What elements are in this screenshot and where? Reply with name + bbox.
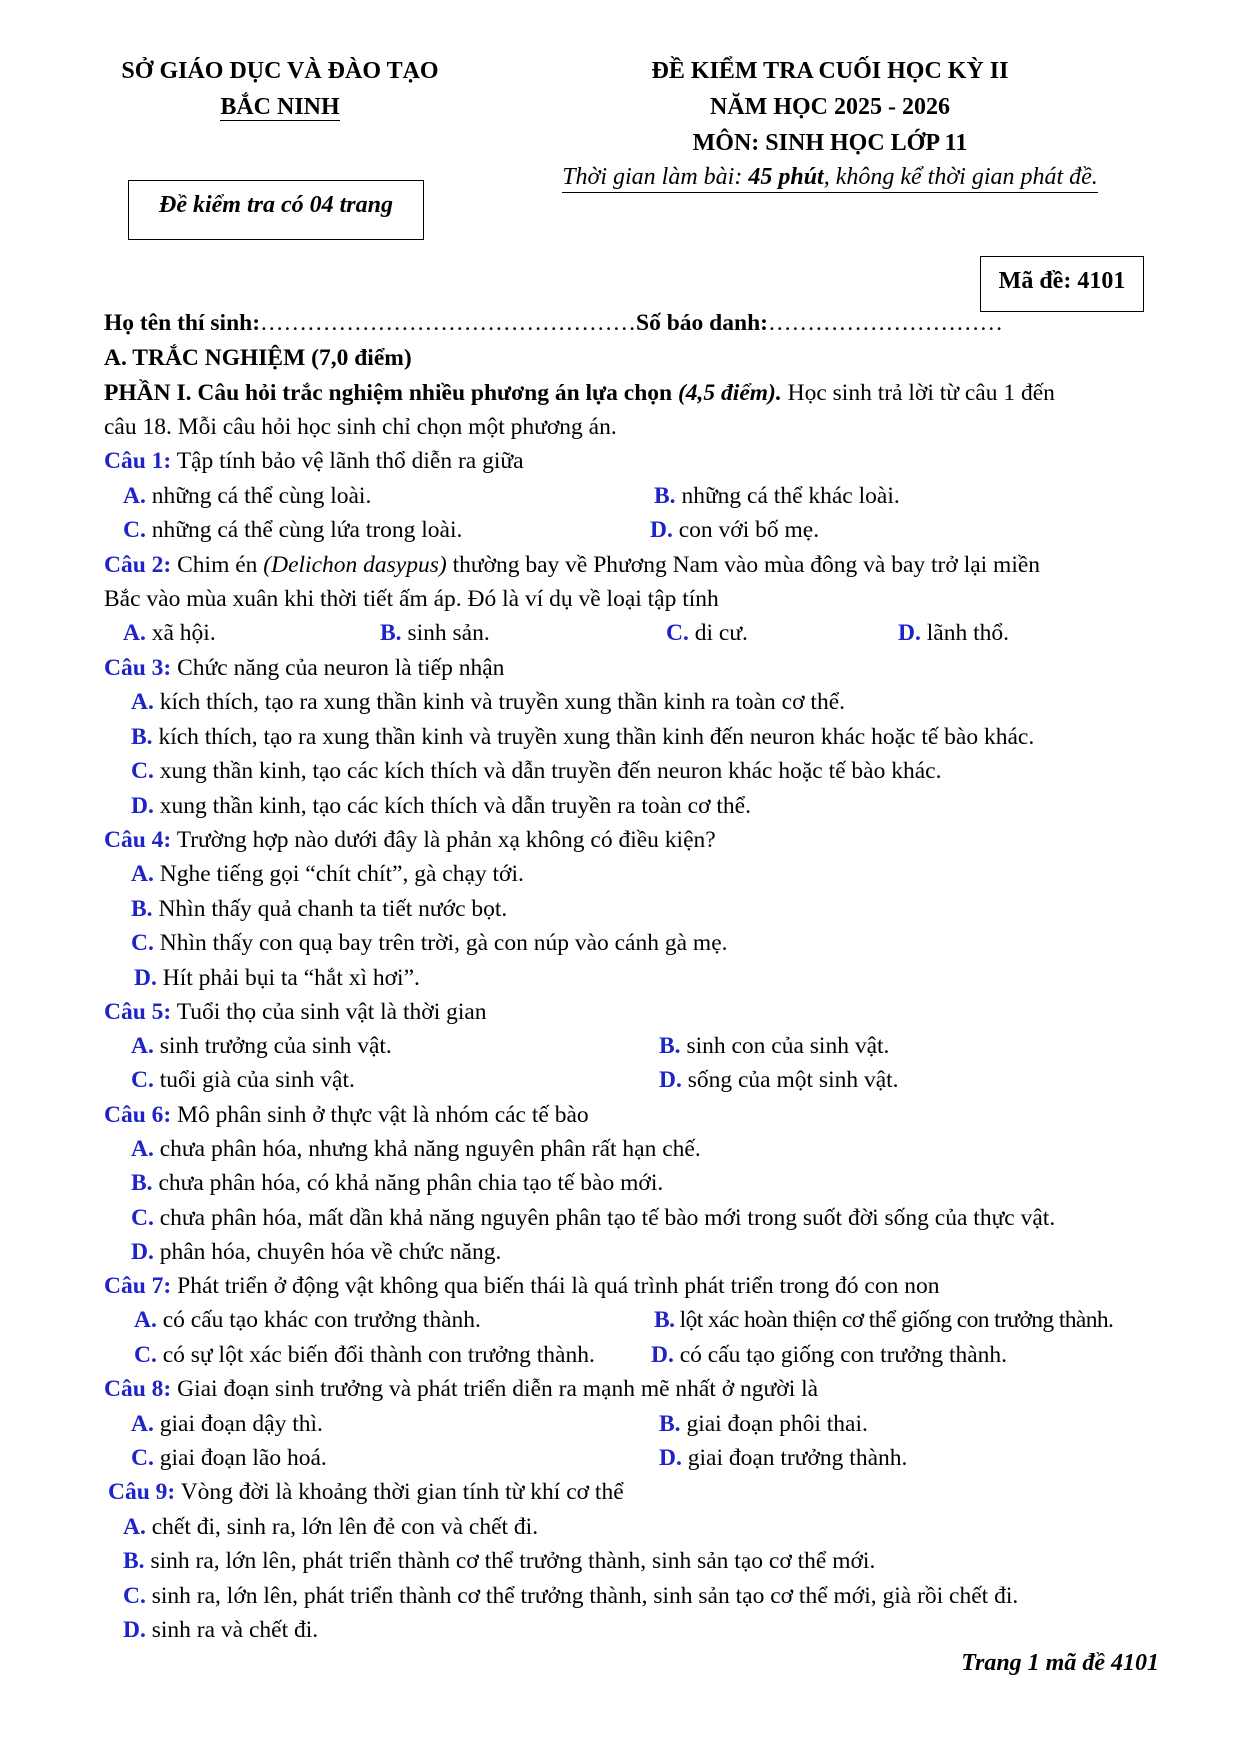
option-letter: D. bbox=[650, 517, 673, 543]
option-letter: D. bbox=[651, 1342, 674, 1368]
q6-option-b[interactable] bbox=[131, 1170, 663, 1197]
question-label: Câu 5: bbox=[104, 999, 172, 1025]
option-text: sinh ra và chết đi. bbox=[151, 1617, 319, 1643]
question-text: Mô phân sinh ở thực vật là nhóm các tế bào bbox=[171, 1102, 589, 1128]
option-letter: D. bbox=[134, 965, 157, 991]
time-prefix: Thời gian làm bài: bbox=[562, 164, 749, 190]
option-letter: A. bbox=[131, 1033, 154, 1059]
q6-option-d[interactable] bbox=[131, 1239, 501, 1266]
option-letter: B. bbox=[131, 724, 153, 750]
option-letter: A. bbox=[123, 1514, 146, 1540]
option-text: sinh ra, lớn lên, phát triển thành cơ thể trưởng thành, sinh sản tạo cơ thể mới, già rồi chết đi. bbox=[151, 1583, 1019, 1609]
exam-code-text: Mã đề: 4101 bbox=[998, 268, 1126, 294]
q9-option-d[interactable] bbox=[123, 1617, 318, 1644]
option-text: Hít phải bụi ta “hắt xì hơi”. bbox=[162, 965, 420, 991]
student-name-label: Họ tên thí sinh: bbox=[104, 310, 261, 336]
question-label: Câu 9: bbox=[108, 1479, 176, 1505]
q7-option-d[interactable] bbox=[651, 1342, 1007, 1369]
question-text: Tuổi thọ của sinh vật là thời gian bbox=[171, 999, 487, 1025]
option-letter: B. bbox=[123, 1548, 145, 1574]
q4-option-d[interactable] bbox=[134, 965, 420, 992]
option-letter: C. bbox=[134, 1342, 157, 1368]
option-letter: A. bbox=[134, 1307, 157, 1333]
question-text: Chức năng của neuron là tiếp nhận bbox=[171, 655, 505, 681]
q3-option-c[interactable] bbox=[131, 758, 941, 785]
q5-option-a[interactable] bbox=[131, 1033, 392, 1060]
option-text: xã hội. bbox=[151, 620, 216, 646]
q6-option-a[interactable] bbox=[131, 1136, 701, 1163]
option-letter: C. bbox=[131, 1445, 154, 1471]
option-text: Nhìn thấy con quạ bay trên trời, gà con núp vào cánh gà mẹ. bbox=[159, 930, 728, 956]
option-text: giai đoạn dậy thì. bbox=[159, 1411, 323, 1437]
q3-option-b[interactable] bbox=[131, 724, 1034, 751]
option-letter: A. bbox=[131, 1136, 154, 1162]
option-letter: D. bbox=[131, 1239, 154, 1265]
q7-option-b[interactable] bbox=[654, 1307, 1113, 1334]
q8-option-a[interactable] bbox=[131, 1411, 323, 1438]
q9-option-c[interactable] bbox=[123, 1583, 1018, 1610]
student-info-line bbox=[104, 310, 1003, 337]
option-text: giai đoạn phôi thai. bbox=[686, 1411, 868, 1437]
question-label: Câu 3: bbox=[104, 655, 172, 681]
question-text: Trường hợp nào dưới đây là phản xạ không có điều kiện? bbox=[171, 827, 716, 853]
option-text: sinh con của sinh vật. bbox=[686, 1033, 890, 1059]
question-9 bbox=[108, 1479, 624, 1506]
question-label: Câu 8: bbox=[104, 1376, 172, 1402]
option-text: những cá thể cùng lứa trong loài. bbox=[151, 517, 463, 543]
option-letter: B. bbox=[659, 1411, 681, 1437]
option-text: sinh ra, lớn lên, phát triển thành cơ thể trưởng thành, sinh sản tạo cơ thể mới. bbox=[150, 1548, 876, 1574]
q7-option-a[interactable] bbox=[134, 1307, 481, 1334]
option-letter: B. bbox=[380, 620, 402, 646]
option-letter: D. bbox=[898, 620, 921, 646]
option-letter: B. bbox=[654, 1307, 675, 1333]
question-label: Câu 1: bbox=[104, 448, 172, 474]
option-text: di cư. bbox=[694, 620, 748, 646]
q9-option-b[interactable] bbox=[123, 1548, 875, 1575]
question-label: Câu 4: bbox=[104, 827, 172, 853]
time-suffix: , không kể thời gian phát đề. bbox=[823, 164, 1098, 190]
department-name: SỞ GIÁO DỤC VÀ ĐÀO TẠO bbox=[121, 58, 439, 84]
option-text: tuổi già của sinh vật. bbox=[159, 1067, 355, 1093]
question-6 bbox=[104, 1102, 589, 1129]
province-name-text: BẮC NINH bbox=[220, 94, 340, 120]
option-letter: C. bbox=[131, 930, 154, 956]
option-letter: B. bbox=[654, 483, 676, 509]
question-3 bbox=[104, 655, 504, 682]
option-text: sinh sản. bbox=[407, 620, 490, 646]
species-name: (Delichon dasypus) bbox=[263, 552, 447, 578]
q2-option-b[interactable] bbox=[380, 620, 490, 647]
option-text: kích thích, tạo ra xung thần kinh và truyền xung thần kinh ra toàn cơ thể. bbox=[159, 689, 845, 715]
student-id-label: Số báo danh: bbox=[636, 310, 768, 336]
option-letter: C. bbox=[131, 1067, 154, 1093]
q3-option-d[interactable] bbox=[131, 793, 751, 820]
option-letter: A. bbox=[131, 689, 154, 715]
question-label: Câu 6: bbox=[104, 1102, 172, 1128]
exam-title: ĐỀ KIỂM TRA CUỐI HỌC KỲ II bbox=[651, 58, 1009, 84]
question-text: Giai đoạn sinh trưởng và phát triển diễn ra mạnh mẽ nhất ở người là bbox=[171, 1376, 819, 1402]
school-year: NĂM HỌC 2025 - 2026 bbox=[710, 94, 950, 120]
option-text: chưa phân hóa, nhưng khả năng nguyên phân rất hạn chế. bbox=[159, 1136, 701, 1162]
time-limit bbox=[530, 164, 1130, 191]
option-text: lột xác hoàn thiện cơ thể giống con trưởng thành. bbox=[679, 1307, 1114, 1333]
option-text: có sự lột xác biến đổi thành con trưởng thành. bbox=[162, 1342, 595, 1368]
option-letter: C. bbox=[131, 1205, 154, 1231]
q5-option-b[interactable] bbox=[659, 1033, 889, 1060]
option-text: giai đoạn lão hoá. bbox=[159, 1445, 327, 1471]
question-text: Vòng đời là khoảng thời gian tính từ khí cơ thể bbox=[175, 1479, 624, 1505]
part-instructions bbox=[104, 380, 1055, 407]
option-letter: A. bbox=[123, 620, 146, 646]
question-text: thường bay về Phương Nam vào mùa đông và bay trở lại miền bbox=[446, 552, 1041, 578]
option-text: chưa phân hóa, mất dần khả năng nguyên phân tạo tế bào mới trong suốt đời sống của thực vật. bbox=[159, 1205, 1056, 1231]
q4-option-b[interactable] bbox=[131, 896, 507, 923]
option-text: xung thần kinh, tạo các kích thích và dẫn truyền ra toàn cơ thể. bbox=[159, 793, 751, 819]
q2-option-a[interactable] bbox=[123, 620, 216, 647]
option-text: phân hóa, chuyên hóa về chức năng. bbox=[159, 1239, 502, 1265]
q8-option-d[interactable] bbox=[659, 1445, 907, 1472]
option-text: chưa phân hóa, có khả năng phân chia tạo tế bào mới. bbox=[158, 1170, 664, 1196]
option-letter: B. bbox=[131, 1170, 153, 1196]
option-text: có cấu tạo khác con trưởng thành. bbox=[162, 1307, 481, 1333]
pages-box bbox=[128, 180, 424, 240]
pages-box-text: Đề kiểm tra có 04 trang bbox=[159, 192, 393, 218]
question-2 bbox=[104, 552, 1040, 579]
q4-option-a[interactable] bbox=[131, 861, 524, 888]
question-text: Phát triển ở động vật không qua biến thái là quá trình phát triển trong đó con non bbox=[171, 1273, 940, 1299]
section-title: A. TRẮC NGHIỆM (7,0 điểm) bbox=[104, 345, 412, 371]
option-text: có cấu tạo giống con trưởng thành. bbox=[679, 1342, 1008, 1368]
q1-option-a[interactable] bbox=[123, 483, 371, 510]
option-text: chết đi, sinh ra, lớn lên đẻ con và chết đi. bbox=[151, 1514, 539, 1540]
q8-option-b[interactable] bbox=[659, 1411, 868, 1438]
option-letter: C. bbox=[131, 758, 154, 784]
option-text: xung thần kinh, tạo các kích thích và dẫn truyền đến neuron khác hoặc tế bào khác. bbox=[159, 758, 942, 784]
q1-option-b[interactable] bbox=[654, 483, 900, 510]
option-text: những cá thể cùng loài. bbox=[151, 483, 372, 509]
option-text: sinh trưởng của sinh vật. bbox=[159, 1033, 392, 1059]
question-1 bbox=[104, 448, 524, 475]
time-value: 45 phút bbox=[748, 164, 824, 190]
question-7 bbox=[104, 1273, 939, 1300]
option-text: kích thích, tạo ra xung thần kinh và truyền xung thần kinh đến neuron khác hoặc tế bào khác. bbox=[158, 724, 1035, 750]
option-letter: D. bbox=[131, 793, 154, 819]
option-letter: D. bbox=[659, 1067, 682, 1093]
q3-option-a[interactable] bbox=[131, 689, 845, 716]
option-letter: D. bbox=[659, 1445, 682, 1471]
option-letter: A. bbox=[131, 861, 154, 887]
q5-option-c[interactable] bbox=[131, 1067, 355, 1094]
q2-option-c[interactable] bbox=[666, 620, 748, 647]
option-letter: C. bbox=[666, 620, 689, 646]
question-2-cont: Bắc vào mùa xuân khi thời tiết ấm áp. Đó là ví dụ về loại tập tính bbox=[104, 586, 719, 612]
question-label: Câu 7: bbox=[104, 1273, 172, 1299]
option-letter: B. bbox=[659, 1033, 681, 1059]
q5-option-d[interactable] bbox=[659, 1067, 899, 1094]
option-text: những cá thể khác loài. bbox=[681, 483, 900, 509]
option-letter: C. bbox=[123, 1583, 146, 1609]
q8-option-c[interactable] bbox=[131, 1445, 327, 1472]
question-text: Tập tính bảo vệ lãnh thổ diễn ra giữa bbox=[171, 448, 524, 474]
part-title: PHẦN I. Câu hỏi trắc nghiệm nhiều phương án lựa chọn bbox=[104, 380, 678, 406]
q1-option-c[interactable] bbox=[123, 517, 462, 544]
option-letter: B. bbox=[131, 896, 153, 922]
part-instruction-2: câu 18. Mỗi câu hỏi học sinh chỉ chọn một phương án. bbox=[104, 414, 617, 440]
option-text: Nghe tiếng gọi “chít chít”, gà chạy tới. bbox=[159, 861, 524, 887]
question-label: Câu 2: bbox=[104, 552, 172, 578]
student-id-field: ………………………… bbox=[767, 310, 1003, 336]
q2-option-d[interactable] bbox=[898, 620, 1009, 647]
q1-option-d[interactable] bbox=[650, 517, 819, 544]
option-text: sống của một sinh vật. bbox=[687, 1067, 899, 1093]
option-text: Nhìn thấy quả chanh ta tiết nước bọt. bbox=[158, 896, 508, 922]
q7-option-c[interactable] bbox=[134, 1342, 595, 1369]
exam-code-box bbox=[980, 256, 1144, 312]
option-text: con với bố mẹ. bbox=[678, 517, 820, 543]
question-8 bbox=[104, 1376, 818, 1403]
province-name bbox=[80, 94, 480, 121]
question-text: Chim én bbox=[171, 552, 264, 578]
part-instruction-1: Học sinh trả lời từ câu 1 đến bbox=[781, 380, 1055, 406]
page-footer: Trang 1 mã đề 4101 bbox=[961, 1650, 1159, 1676]
option-text: giai đoạn trưởng thành. bbox=[687, 1445, 908, 1471]
option-letter: A. bbox=[123, 483, 146, 509]
question-4 bbox=[104, 827, 716, 854]
part-points: (4,5 điểm). bbox=[677, 380, 782, 406]
subject: MÔN: SINH HỌC LỚP 11 bbox=[692, 130, 968, 156]
student-name-field: ………………………………………… bbox=[260, 310, 637, 336]
q9-option-a[interactable] bbox=[123, 1514, 538, 1541]
option-letter: A. bbox=[131, 1411, 154, 1437]
option-text: lãnh thổ. bbox=[926, 620, 1009, 646]
q4-option-c[interactable] bbox=[131, 930, 728, 957]
question-5 bbox=[104, 999, 487, 1026]
q6-option-c[interactable] bbox=[131, 1205, 1055, 1232]
option-letter: C. bbox=[123, 517, 146, 543]
option-letter: D. bbox=[123, 1617, 146, 1643]
